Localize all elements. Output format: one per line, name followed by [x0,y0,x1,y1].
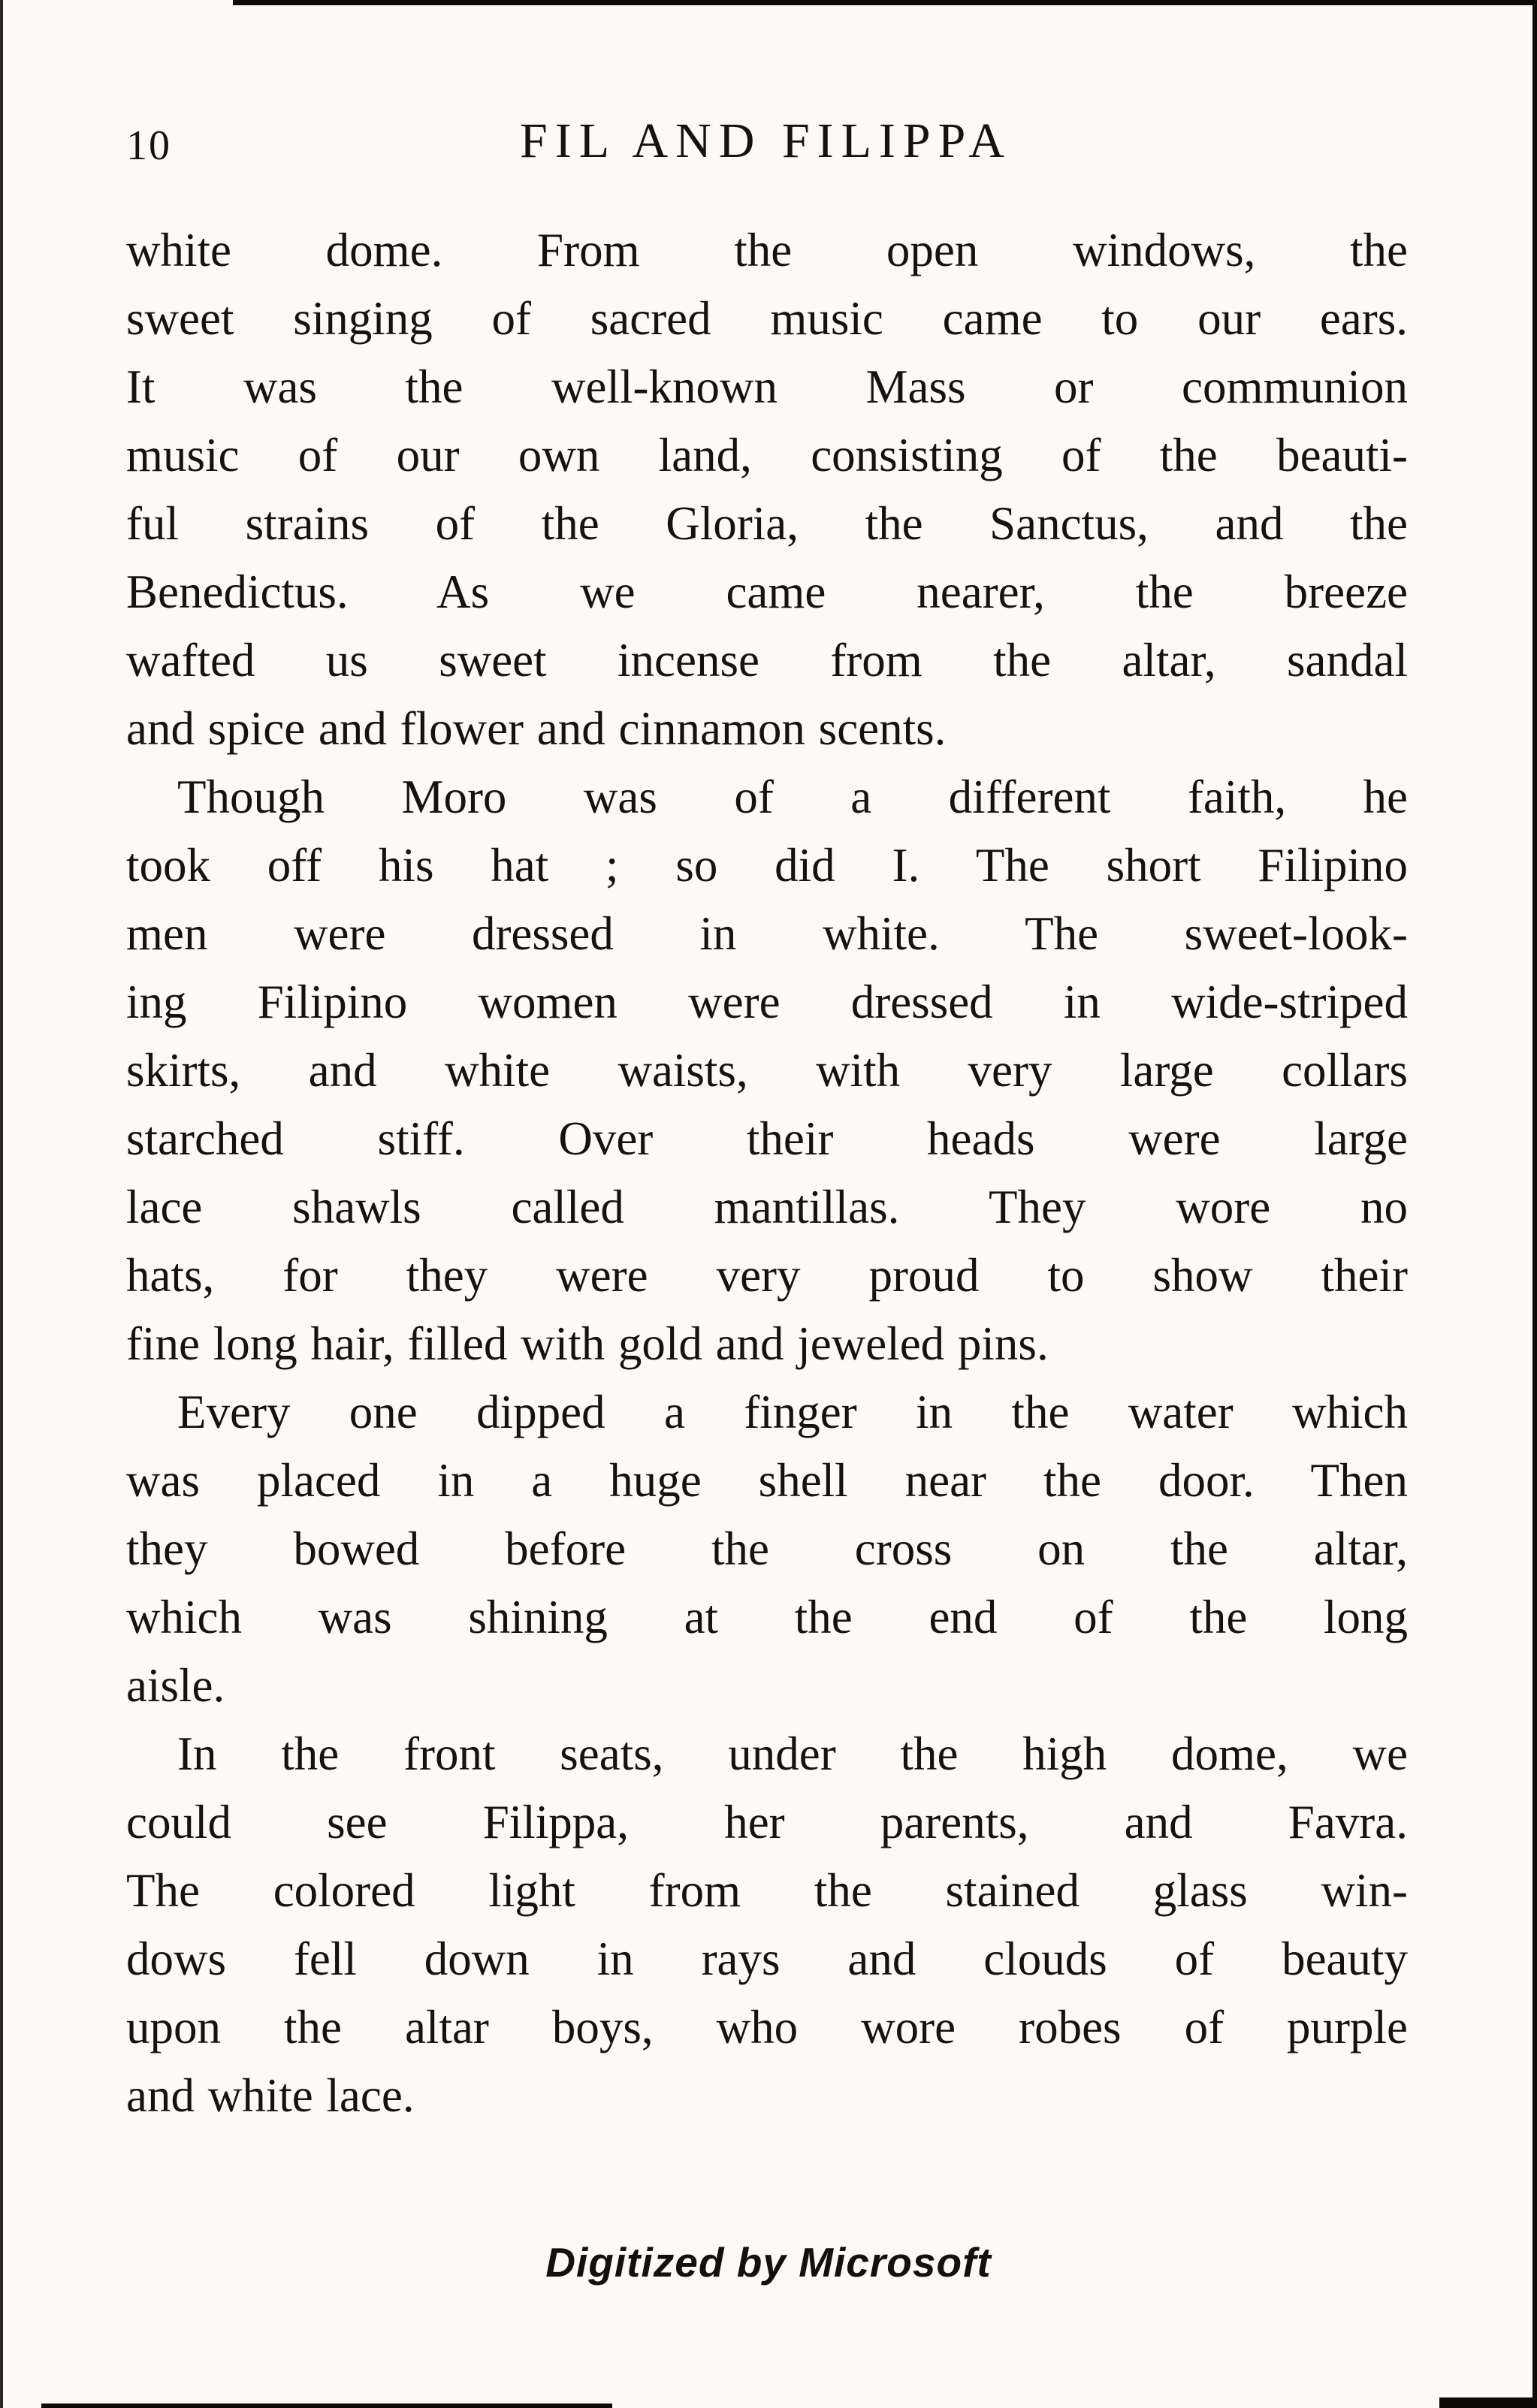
text-line: sweet singing of sacred music came to our ears. [126,292,1408,345]
text-line: starched stiff. Over their heads were large [126,1112,1408,1165]
text-line: Benedictus. As we came nearer, the breeze [126,566,1408,618]
scan-artifact-right [1532,0,1537,2408]
text-line: wafted us sweet incense from the altar, sandal [126,634,1408,686]
text-line: ing Filipino women were dressed in wide-striped [126,976,1408,1028]
scan-artifact-top [233,0,1537,5]
text-line: It was the well-known Mass or communion [126,361,1408,413]
paragraph [126,1378,1408,1720]
text-line: and white lace. [126,2069,415,2122]
text-line: hats, for they were very proud to show their [126,1249,1408,1302]
text-line: Though Moro was of a different faith, he [177,771,1408,823]
text-line: ful strains of the Gloria, the Sanctus, and the [126,497,1408,550]
paragraph [126,216,1408,763]
text-line: and spice and flower and cinnamon scents. [126,702,947,755]
digitization-watermark: Digitized by Microsoft [545,2239,992,2286]
text-line: upon the altar boys, who wore robes of purple [126,2001,1408,2053]
text-line: men were dressed in white. The sweet-look- [126,907,1408,960]
paragraph [126,763,1408,1378]
text-line: took off his hat ; so did I. The short Filipino [126,839,1408,892]
scan-artifact-corner [1439,2397,1537,2408]
text-line: they bowed before the cross on the altar, [126,1522,1408,1575]
scan-artifact-bottom [41,2403,612,2408]
text-line: could see Filippa, her parents, and Favra. [126,1796,1408,1848]
text-line: fine long hair, filled with gold and jeweled pins. [126,1317,1049,1370]
text-line: which was shining at the end of the long [126,1591,1408,1643]
text-line: was placed in a huge shell near the door. Then [126,1454,1408,1507]
running-title: FIL AND FILIPPA [520,113,1012,168]
text-line: The colored light from the stained glass win- [126,1864,1408,1917]
text-line: white dome. From the open windows, the [126,224,1408,276]
body-text [126,216,1408,2130]
text-line: Every one dipped a finger in the water which [177,1386,1408,1438]
text-line: In the front seats, under the high dome, we [177,1728,1408,1780]
page-number: 10 [126,122,171,169]
text-line: skirts, and white waists, with very large collars [126,1044,1408,1097]
paragraph [126,1720,1408,2130]
page-header [126,113,1406,173]
text-line: lace shawls called mantillas. They wore no [126,1181,1408,1233]
text-line: dows fell down in rays and clouds of beauty [126,1933,1408,1985]
text-line: aisle. [126,1659,225,1712]
text-line: music of our own land, consisting of the beauti- [126,429,1408,481]
scan-artifact-left [0,0,3,2408]
